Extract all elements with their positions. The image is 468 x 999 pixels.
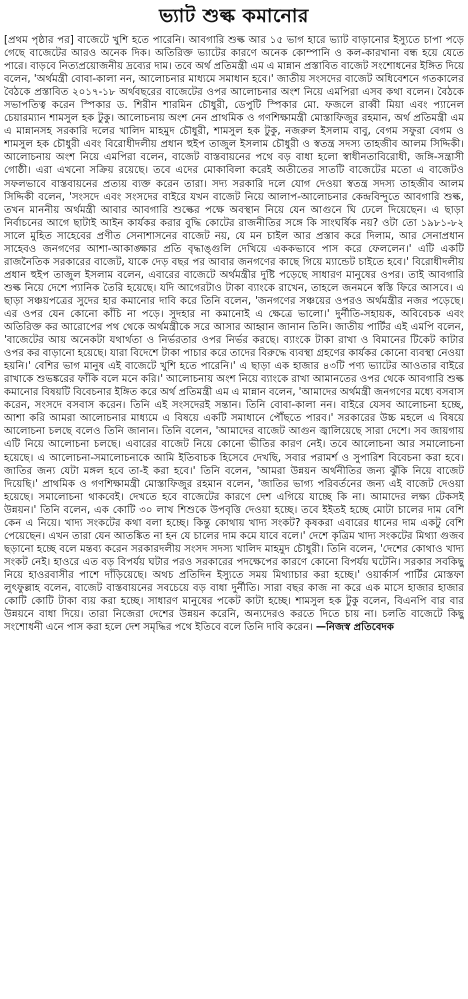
continued-from-marker: [প্রথম পৃষ্ঠার পর] <box>4 35 74 46</box>
article-body-text: বাজেটে খুশি হতে পারেনি। আবগারি শুল্ক আর ১৫ ভাগ হারে ভ্যাট বাড়ানোর ইস্যুতে চাপা পড়ে গেছে বাজেটের আরও অনেক দিক। অতিরিক্ত ভ্যাটের কারণে অনেক কোম্পানি ও কল-কারখানা বন্ধ হয়ে যেতে পারে। বাড়বে নিত্যপ্রয়োজনীয় দ্রব্যের দাম। তবে অর্থ প্রতিমন্ত্রী এম এ মান্নান প্রস্তাবিত বাজেট সংশোধনের ইঙ্গিত দিয়ে বলেন, 'অর্থমন্ত্রী বোবা-কালা নন, আলোচনার মাধ্যমে সমাধান হবে।' জাতীয় সংসদের বাজেট অধিবেশনে গতকালের বৈঠকে প্রস্তাবিত ২০১৭-১৮ অর্থবছরের বাজেটের ওপর আলোচনার অংশ নিয়ে এমপিরা এসব কথা বলেন। বৈঠকে সভাপতিত্ব করেন স্পিকার ড. শিরীন শারমিন চৌধুরী, ডেপুটি স্পিকার মো. ফজলে রাব্বী মিয়া এবং প্যানেল চেয়ারম্যান শামসুল হক টুকু। আলোচনায় অংশ নেন প্রাথমিক ও গণশিক্ষামন্ত্রী মোস্তাফিজুর রহমান, অর্থ প্রতিমন্ত্রী এম এ মান্নানসহ সরকারি দলের খালিদ মাহমুদ চৌধুরী, শামসুল হক টুকু, নজরুল ইসলাম বাবু, বেগম সফুরা বেগম ও শামসুল হক চৌধুরী এবং বিরোধীদলীয় প্রধান হুইপ তাজুল ইসলাম চৌধুরী ও স্বতন্ত্র সদস্য তাহজীব আলম সিদ্দিকী। আলোচনায় অংশ নিয়ে এমপিরা বলেন, বাজেট বাস্তবায়নের পথে বড় বাধা হলো স্বাধীনতাবিরোধী, জঙ্গি-সন্ত্রাসী গোষ্ঠী। এরা এখনো সক্রিয় রয়েছে। তবে এদের মোকাবিলা করেই অতীতের সাতটি বাজেটের মতো এ বাজেটও সফলভাবে বাস্তবায়নের প্রত্যয় ব্যক্ত করেন তারা। সদ্য সরকারি দলে যোগ দেওয়া স্বতন্ত্র সদস্য তাহজীব আলম সিদ্দিকী বলেন, 'সংসদে এবং সংসদের বাইরে যখন বাজেট নিয়ে আলাপ-আলোচনার কেন্দ্রবিন্দুতে আবগারি শুল্ক, তখন মাননীয় অর্থমন্ত্রী আবার আবগারি শুল্কের পক্ষে অবস্থান নিয়ে যেন আগুনে ঘি ঢেলে দিয়েছেন। এ ছাড়া নির্বাচনের আগে ছাটাই আইন কার্যকর করার বুদ্ধি কোটের রাজনীতির সঙ্গে কি সাংঘর্ষিক নয়? ওটা তো ১৯৮১-৮২ সালে মুহিত সাহেবের প্রণীত সেনাশাসনের বাজেট নয়, যে মন চাইল আর প্রস্তাব করে দিলাম, আর সেনাপ্রধান সাহেবও জনগণের আশা-আকাঙ্ক্ষার প্রতি বৃদ্ধাঙ্গুলি দেখিয়ে এককভাবে পাস করে ফেললেন।' এটি একটি রাজনৈতিক সরকারের বাজেট, যাকে দেড় বছর পর আবার জনগণের কাছে গিয়ে ম্যান্ডেট চাইতে হবে।' বিরোধীদলীয় প্রধান হুইপ তাজুল ইসলাম বলেন, এবারের বাজেটে অর্থমন্ত্রীর দুষ্টি পড়েছে সাধারণ মানুষের ওপর। তাই আবগারি শুল্ক নিয়ে দেশে প্যানিক তৈরি হয়েছে। যদি আগেরটাও টাকা ব্যাংকে রাখেন, তাহলে জনমনে স্বস্তি ফিরে আসবে। এ ছাড়া সঞ্চয়পত্রের সুদের হার কমানোর দাবি করে তিনি বলেন, 'জনগণের সঞ্চয়ের ওপরও অর্থমন্ত্রীর নজর পড়েছে। এর ওপর যেন কোনো কাঁচি না পড়ে। সুদহার না কমানোই এ ক্ষেত্রে ভালো।' দুর্নীতি-সহায়ক, অবিবেচক এবং অতিরিক্ত কর আরোপের পথ থেকে অর্থমন্ত্রীকে সরে আসার আহ্বান জানান তিনি। জাতীয় পার্টির এই এমপি বলেন, 'বাজেটের আয় অনেকটা যথার্থতা ও নির্ভরতার ওপর নির্ভর করছে। ব্যাংকে টাকা রাখা ও বিমানের টিকেট কাটার ওপর কর বাড়ানো হয়েছে। যারা বিদেশে টাকা পাচার করে তাদের বিরুদ্ধে ব্যবস্থা গ্রহণের কার্যকর কোনো ব্যবস্থা নেওয়া হয়নি।' বেশির ভাগ মানুষ এই বাজেটে খুশি হতে পারেনি।' এ ছাড়া এক হাজার ৪৩টি পণ্য ভ্যাটের আওতার বাইরে রাখাকে শুভঙ্করের ফাঁকি বলে মনে করি।' আলোচনায় অংশ নিয়ে ব্যাংকে রাখা আমানতের ওপর থেকে আবগারি শুল্ক কমানোর বিষয়টি বিবেচনার ইঙ্গিত করে অর্থ প্রতিমন্ত্রী এম এ মান্নান বলেন, 'আমাদের অর্থমন্ত্রী জনগণের মধ্যে বসবাস করেন, সংসদে বসবাস করেন। তিনি এই সংসদেরই সন্তান। তিনি বোবা-কালা নন। বাইরে যেসব আলোচনা হচ্ছে, আশা করি আমরা আলোচনার মাধ্যমে এ বিষয়ে একটি সমাধানে পৌঁছতে পারব।' সরকারের উচ্চ মহলে এ বিষয়ে আলোচনা চলছে বলেও তিনি জানান। তিনি বলেন, 'আমাদের বাজেট আগুন জ্বালিয়েছে সারা দেশে। সব জায়গায় এটি নিয়ে আলোচনা চলছে। এবারের বাজেট নিয়ে কোনো ভীতির কারণ নেই। তবে আলোচনা আর সমালোচনা হয়েছে। এ আলোচনা-সমালোচনাকে আমি ইতিবাচক হিসেবে দেখছি, সবার পরামর্শ ও সুপারিশ বিবেচনা করা হবে। জাতির জন্য যেটা মঙ্গল হবে তা-ই করা হবে।' তিনি বলেন, 'আমরা উন্নয়ন অর্থনীতির জন্য ঝুঁকি নিয়ে বাজেট দিয়েছি।' প্রাথমিক ও গণশিক্ষামন্ত্রী মোস্তাফিজুর রহমান বলেন, 'জাতির ভাগ্য পরিবর্তনের জন্য এই বাজেট দেওয়া হয়েছে। সমালোচনা থাকবেই। দেখতে হবে বাজেটের কারণে দেশ এগিয়ে যাচ্ছে কি না। আমাদের লক্ষ্য টেকসই উন্নয়ন।' তিনি বলেন, এক কোটি ৩০ লাখ শিশুকে উপবৃত্তি দেওয়া হচ্ছে। তবে ইইতই হচ্ছে মোটা চালের দাম বেশি কেন এ নিয়ে। খাদ্য সংকটের কথা বলা হচ্ছে। কিন্তু কোথায় খাদ্য সংকট? কৃষকরা এবারের ধানের দাম একটু বেশি পেয়েছেন। এখন তারা যেন আতঙ্কিত না হন যে চালের দাম কমে যাবে বলে।' দেশে কৃত্রিম খাদ্য সংকটের মিথ্যা গুজব ছড়ানো হচ্ছে বলে মন্তব্য করেন সরকারদলীয় সংসদ সদস্য খালিদ মাহমুদ চৌধুরী। তিনি বলেন, 'দেশের কোথাও খাদ্য সংকট নেই। হাওরে এত বড় বিপর্যয় ঘটার পরও সরকারের পদক্ষেপের কারণে কোনো বিপর্যয় ঘটেনি। সরকার সবকিছু নিয়ে হাওরবাসীর পাশে দাঁড়িয়েছে। অথচ প্রতিদিন ইস্যুতে সময় মিথ্যাচার করা হচ্ছে।' ওয়ার্কার্স পার্টির মোস্তফা লুৎফুল্লাহ বলেন, বাজেট বাস্তবায়নের সবচেয়ে বড় বাধা দুর্নীতি। সারা বছর কাজ না করে এক মাসে হাজার হাজার কোটি কোটি টাকা ব্যয় করা হচ্ছে। সাধারণ মানুষের পকেট কাটা হচ্ছে। শামসুল হক টুকু বলেন, বিএনপি বার বার উন্নয়নে বাধা দিয়ে। তারা নিজেরা দেশের উন্নয়ন করেনি, অন্যদেরও করতে দিতে চায় না। চলতি বাজেটে কিছু সংশোধনী এনে পাস করা হলে দেশ সমৃদ্ধির পথে ইতিবে বলে তিনি দাবি করেন। <box>4 35 464 634</box>
article-byline: —নিজস্ব প্রতিবেদক <box>315 622 394 634</box>
article-body <box>4 34 464 634</box>
news-article <box>4 4 464 994</box>
article-headline: ভ্যাট শুল্ক কমানোর <box>159 5 309 27</box>
